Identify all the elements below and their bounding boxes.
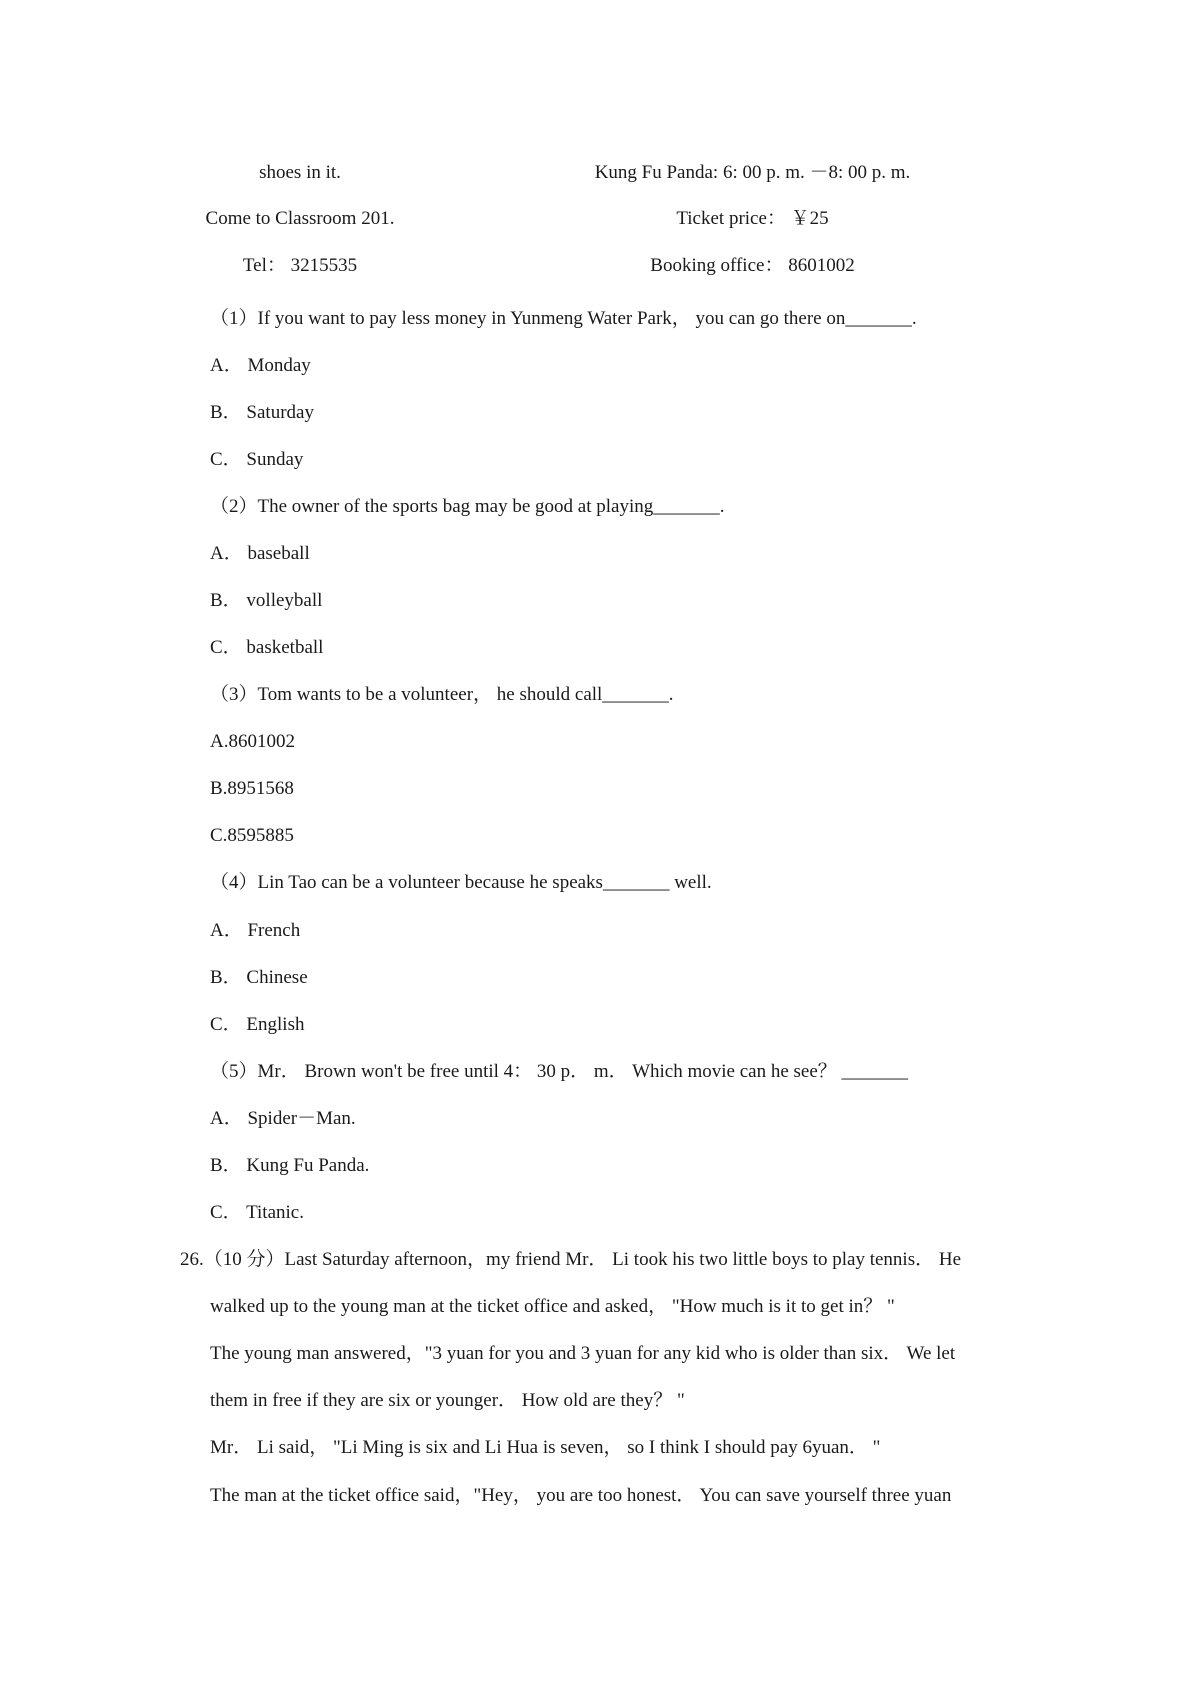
option-b: B． volleyball xyxy=(210,590,323,611)
ad-right-cell: Booking office： 8601002 xyxy=(650,255,855,276)
question-stem: （2）The owner of the sports bag may be good at playing_______. xyxy=(210,496,725,517)
option-a: A.8601002 xyxy=(210,731,295,752)
question-stem: （4）Lin Tao can be a volunteer because he speaks_______ well. xyxy=(210,872,712,893)
ad-left-cell: Tel： 3215535 xyxy=(242,255,358,276)
option-b: B.8951568 xyxy=(210,778,294,799)
option-b: B． Chinese xyxy=(210,967,308,988)
ad-right-cell: Ticket price： ￥25 xyxy=(676,208,829,229)
question-stem: （5）Mr． Brown won't be free until 4： 30 p． m． Which movie can he see？ _______ xyxy=(210,1061,909,1082)
passage-line: walked up to the young man at the ticket office and asked， "How much is it to get in？ " xyxy=(210,1296,895,1317)
passage-line: The man at the ticket office said，"Hey， you are too honest． You can save yourself three yuan xyxy=(210,1485,952,1506)
option-b: B． Kung Fu Panda. xyxy=(210,1155,370,1176)
option-c: C． Titanic. xyxy=(210,1202,304,1223)
option-a: A． French xyxy=(210,920,301,941)
passage-line: Mr． Li said， "Li Ming is six and Li Hua is seven， so I think I should pay 6yuan． " xyxy=(210,1437,881,1458)
ad-left-cell: shoes in it. xyxy=(259,162,341,183)
passage-line: The young man answered，"3 yuan for you and 3 yuan for any kid who is older than six． We let xyxy=(210,1343,956,1364)
option-a: A． Monday xyxy=(210,355,311,376)
question-stem: （3）Tom wants to be a volunteer， he should call_______. xyxy=(210,684,674,705)
option-a: A． Spider－Man. xyxy=(210,1108,356,1129)
option-a: A． baseball xyxy=(210,543,310,564)
ad-right-cell: Kung Fu Panda: 6: 00 p. m. －8: 00 p. m. xyxy=(594,162,911,183)
option-b: B． Saturday xyxy=(210,402,314,423)
option-c: C． basketball xyxy=(210,637,324,658)
question-stem: （1）If you want to pay less money in Yunmeng Water Park， you can go there on_______. xyxy=(210,308,917,329)
option-c: C． English xyxy=(210,1014,305,1035)
option-c: C． Sunday xyxy=(210,449,304,470)
ad-left-cell: Come to Classroom 201. xyxy=(205,208,395,229)
passage-line: them in free if they are six or younger． How old are they？ " xyxy=(210,1390,685,1411)
passage-first-line: 26.（10 分）Last Saturday afternoon，my friend Mr． Li took his two little boys to play tennis． He xyxy=(180,1249,962,1270)
option-c: C.8595885 xyxy=(210,825,294,846)
